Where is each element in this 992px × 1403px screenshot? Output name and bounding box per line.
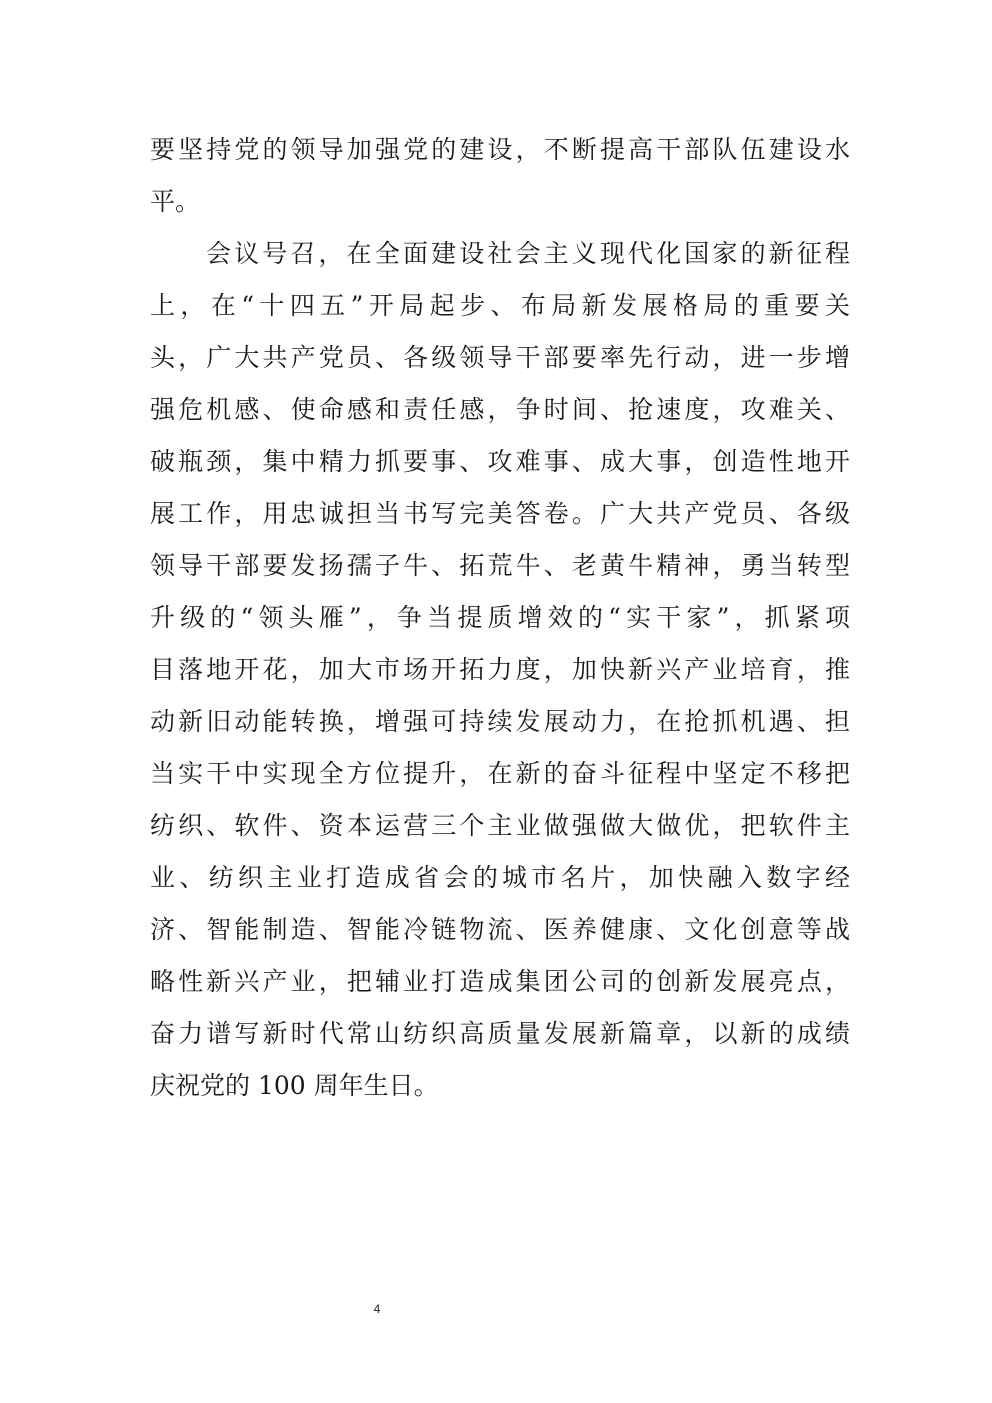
text-line: 动新旧动能转换，增强可持续发展动力，在抢抓机遇、担 [150, 707, 850, 736]
text-line: 奋力谱写新时代常山纺织高质量发展新篇章，以新的成绩 [150, 1019, 850, 1048]
text-line: 领导干部要发扬孺子牛、拓荒牛、老黄牛精神，勇当转型 [150, 551, 850, 580]
paragraph-1 [150, 124, 850, 228]
body-text [150, 124, 850, 1112]
paragraph-2 [150, 228, 850, 1112]
text-line: 纺织、软件、资本运营三个主业做强做大做优，把软件主 [150, 811, 850, 840]
text-line: 升级的“领头雁”，争当提质增效的“实干家”，抓紧项 [150, 603, 850, 632]
text-line: 目落地开花，加大市场开拓力度，加快新兴产业培育，推 [150, 655, 850, 684]
page-number: 4 [373, 1302, 381, 1316]
text-line: 展工作，用忠诚担当书写完美答卷。广大共产党员、各级 [150, 499, 850, 528]
text-line: 济、智能制造、智能冷链物流、医养健康、文化创意等战 [150, 915, 850, 944]
text-line: 平。 [150, 187, 201, 216]
text-line: 要坚持党的领导加强党的建设，不断提高干部队伍建设水 [150, 135, 850, 164]
text-line: 强危机感、使命感和责任感，争时间、抢速度，攻难关、 [150, 395, 850, 424]
text-line: 当实干中实现全方位提升，在新的奋斗征程中坚定不移把 [150, 759, 850, 788]
text-line: 会议号召，在全面建设社会主义现代化国家的新征程 [206, 239, 850, 268]
text-line: 头，广大共产党员、各级领导干部要率先行动，进一步增 [150, 343, 850, 372]
text-line: 破瓶颈，集中精力抓要事、攻难事、成大事，创造性地开 [150, 447, 850, 476]
text-line: 业、纺织主业打造成省会的城市名片，加快融入数字经 [150, 863, 850, 892]
text-line: 上，在“十四五”开局起步、布局新发展格局的重要关 [150, 291, 850, 320]
text-line: 略性新兴产业，把辅业打造成集团公司的创新发展亮点， [150, 967, 850, 996]
text-line: 庆祝党的 100 周年生日。 [150, 1071, 439, 1100]
